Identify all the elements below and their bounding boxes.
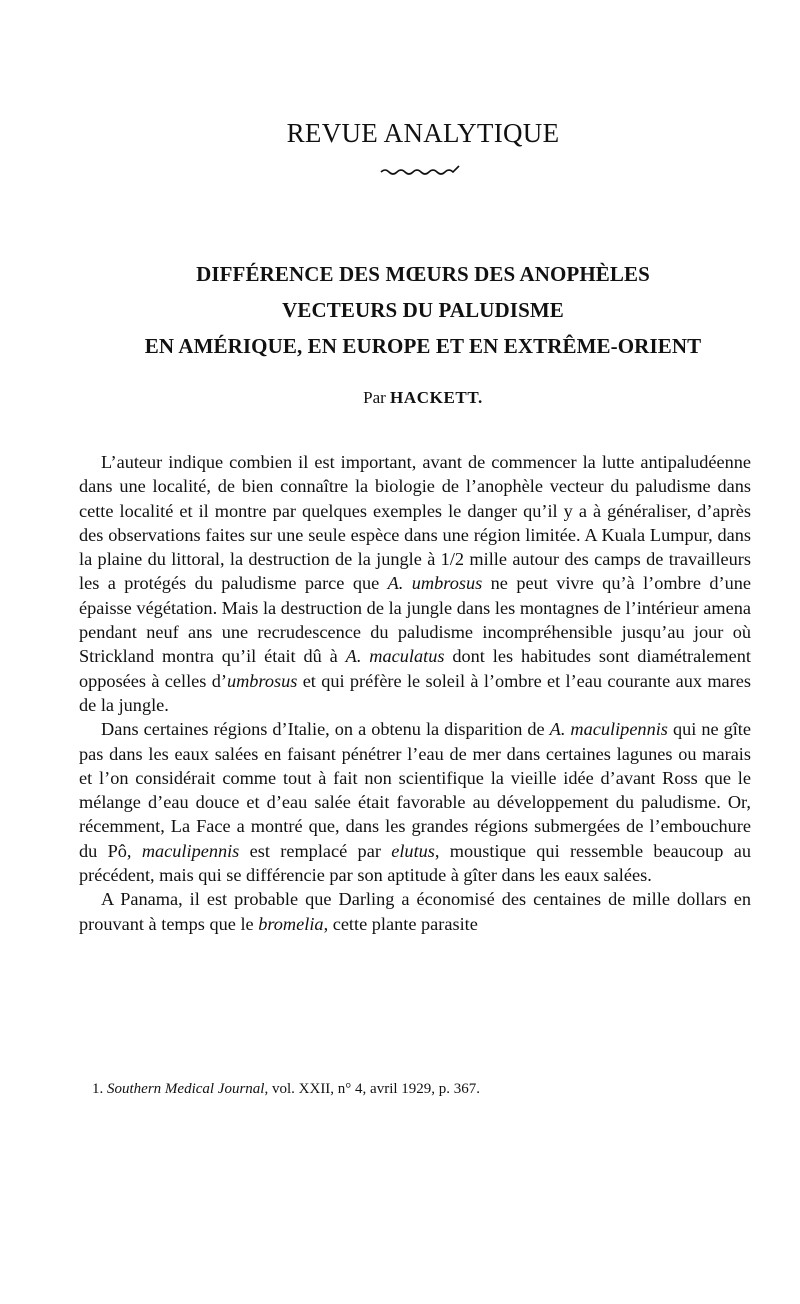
paragraph [79, 450, 751, 717]
text-run: A Panama, il est probable que Darling a économisé des centaines de mille dollars en prouvant à temps que le [79, 889, 751, 934]
text-run: L’auteur indique combien il est important, avant de commencer la lutte antipaludéenne dans une localité, de bien connaître la biologie de l’anophèle vecteur du paludisme dans cette localité et il montre par quelques exemples le danger qu’il y a à généraliser, d’après des observations faites sur une seule espèce dans une région limitée. A Kuala Lumpur, dans la plaine du littoral, la destruction de la jungle à 1/2 mille autour des camps de travailleurs les a protégés du paludisme parce que [79, 452, 751, 594]
author-name: HACKETT. [390, 388, 483, 407]
footnote-number: 1. [92, 1081, 104, 1097]
species-name: elutus [391, 840, 435, 861]
wavy-line-ornament-icon [379, 160, 463, 178]
section-header: REVUE ANALYTIQUE [286, 118, 560, 148]
text-run: qui ne gîte pas dans les eaux salées en faisant pénétrer l’eau de mer dans certaines lagunes ou marais et l’on considérait comme tout à fait non scientifique la vieille idée d’avant Ross que le mélange d’eau douce et d’eau salée était favorable au développement du paludisme. Or, récemment, La Face a montré que, dans les grandes régions submergées de l’embouchure du Pô, [79, 719, 752, 861]
species-name: bromelia [258, 913, 324, 934]
paragraph [79, 887, 751, 936]
species-name: umbrosus [226, 670, 298, 691]
species-name: A. umbrosus [387, 573, 483, 594]
article-body [79, 450, 751, 936]
title-line: VECTEURS DU PALUDISME [282, 298, 564, 322]
species-name: A. maculatus [345, 646, 445, 667]
footnote-journal: Southern Medical Journal [107, 1081, 265, 1097]
text-run: , cette plante parasite [323, 913, 478, 934]
species-name: A. maculipennis [549, 719, 668, 740]
article-title [0, 256, 800, 364]
text-run: et qui préfère le soleil à l’ombre et l’eau courante aux mares de la jungle. [79, 670, 751, 715]
title-line: DIFFÉRENCE DES MŒURS DES ANOPHÈLES [196, 262, 650, 286]
text-run: ne peut vivre qu’à l’ombre d’une épaisse végétation. Mais la destruction de la jungle dans les montagnes de l’intérieur amena pendant neuf ans une recrudescence du paludisme incompréhensible jusqu’au jour où Strickland montra qu’il était dû à [79, 573, 751, 667]
footnote-details: , vol. XXII, n° 4, avril 1929, p. 367. [264, 1081, 481, 1097]
paragraph [79, 717, 751, 887]
author-line [0, 388, 800, 408]
text-run: Dans certaines régions d’Italie, on a obtenu la disparition de [101, 719, 550, 740]
title-line: EN AMÉRIQUE, EN EUROPE ET EN EXTRÊME-ORIENT [144, 334, 702, 358]
text-run: dont les habitudes sont diamétralement opposées à celles d’ [79, 646, 751, 691]
species-name: maculipennis [141, 840, 240, 861]
author-prefix: Par [363, 388, 386, 407]
footnote [92, 1081, 772, 1098]
text-run: est remplacé par [239, 840, 392, 861]
text-run: , moustique qui ressemble beaucoup au précédent, mais qui se différencie par son aptitude à gîter dans les eaux salées. [79, 840, 751, 886]
